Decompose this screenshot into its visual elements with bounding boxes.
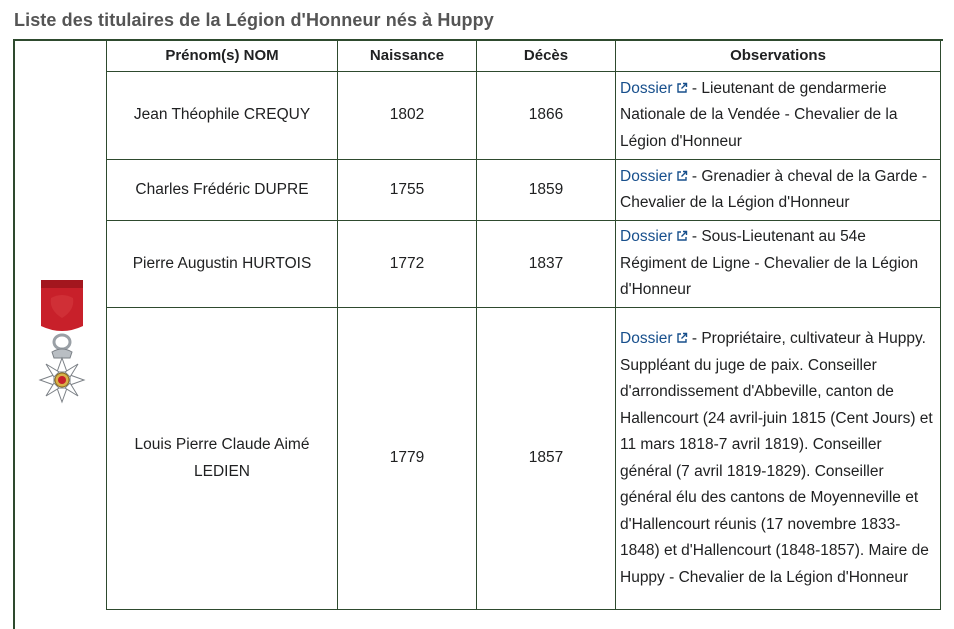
cell-observations <box>616 308 941 610</box>
table-row <box>107 72 941 160</box>
external-link-icon <box>676 332 688 344</box>
table-row <box>107 160 941 221</box>
external-link-icon <box>676 230 688 242</box>
header-birth[interactable]: Naissance <box>338 41 477 72</box>
dossier-link[interactable]: Dossier <box>620 79 673 97</box>
cell-name: Louis Pierre Claude Aimé LEDIEN <box>107 308 338 610</box>
observation-text: - Sous-Lieutenant au 54e Régiment de Ligne - Chevalier de la Légion d'Honneur <box>620 228 919 299</box>
cell-birth: 1755 <box>338 160 477 221</box>
observation-text: - Lieutenant de gendarmerie Nationale de la Vendée - Chevalier de la Légion d'Honneur <box>620 79 898 150</box>
table-row <box>107 221 941 308</box>
header-name[interactable]: Prénom(s) NOM <box>107 41 338 72</box>
cell-birth: 1802 <box>338 72 477 160</box>
dossier-link[interactable]: Dossier <box>620 330 673 347</box>
cell-observations <box>616 160 941 221</box>
cell-death: 1859 <box>477 160 616 221</box>
header-observations[interactable]: Observations <box>616 41 941 72</box>
table-header-row <box>107 41 941 72</box>
legion-honneur-medal-icon <box>37 278 87 408</box>
cell-birth: 1779 <box>338 308 477 610</box>
table-caption: Liste des titulaires de la Légion d'Honneur nés à Huppy <box>14 10 494 30</box>
external-link-icon <box>676 170 688 182</box>
legion-honneur-table <box>106 40 941 610</box>
cell-name: Pierre Augustin HURTOIS <box>107 221 338 308</box>
external-link-icon <box>676 82 688 94</box>
header-death[interactable]: Décès <box>477 41 616 72</box>
observation-text: - Grenadier à cheval de la Garde - Chevalier de la Légion d'Honneur <box>620 167 928 211</box>
dossier-link[interactable]: Dossier <box>620 228 673 246</box>
cell-death: 1857 <box>477 308 616 610</box>
cell-birth: 1772 <box>338 221 477 308</box>
cell-observations <box>616 221 941 308</box>
table-row <box>107 308 941 610</box>
observation-text: - Propriétaire, cultivateur à Huppy. Suppléant du juge de paix. Conseiller d'arrondissement d'Abbeville, canton de Hallencourt (24 avril-juin 1815 (Cent Jours) et 11 mars 1818-7 avril 1819). Conseiller général (7 avril 1819-1829). Conseiller général élu des cantons de Moyenneville et d'Hallencourt réunis (17 novembre 1833-1848) et d'Hallencourt (1848-1857). Maire de Huppy - Chevalier de la Légion d'Honneur <box>620 330 933 586</box>
cell-observations <box>616 72 941 160</box>
cell-name: Charles Frédéric DUPRE <box>107 160 338 221</box>
cell-death: 1837 <box>477 221 616 308</box>
dossier-link[interactable]: Dossier <box>620 167 673 185</box>
cell-death: 1866 <box>477 72 616 160</box>
cell-name: Jean Théophile CREQUY <box>107 72 338 160</box>
